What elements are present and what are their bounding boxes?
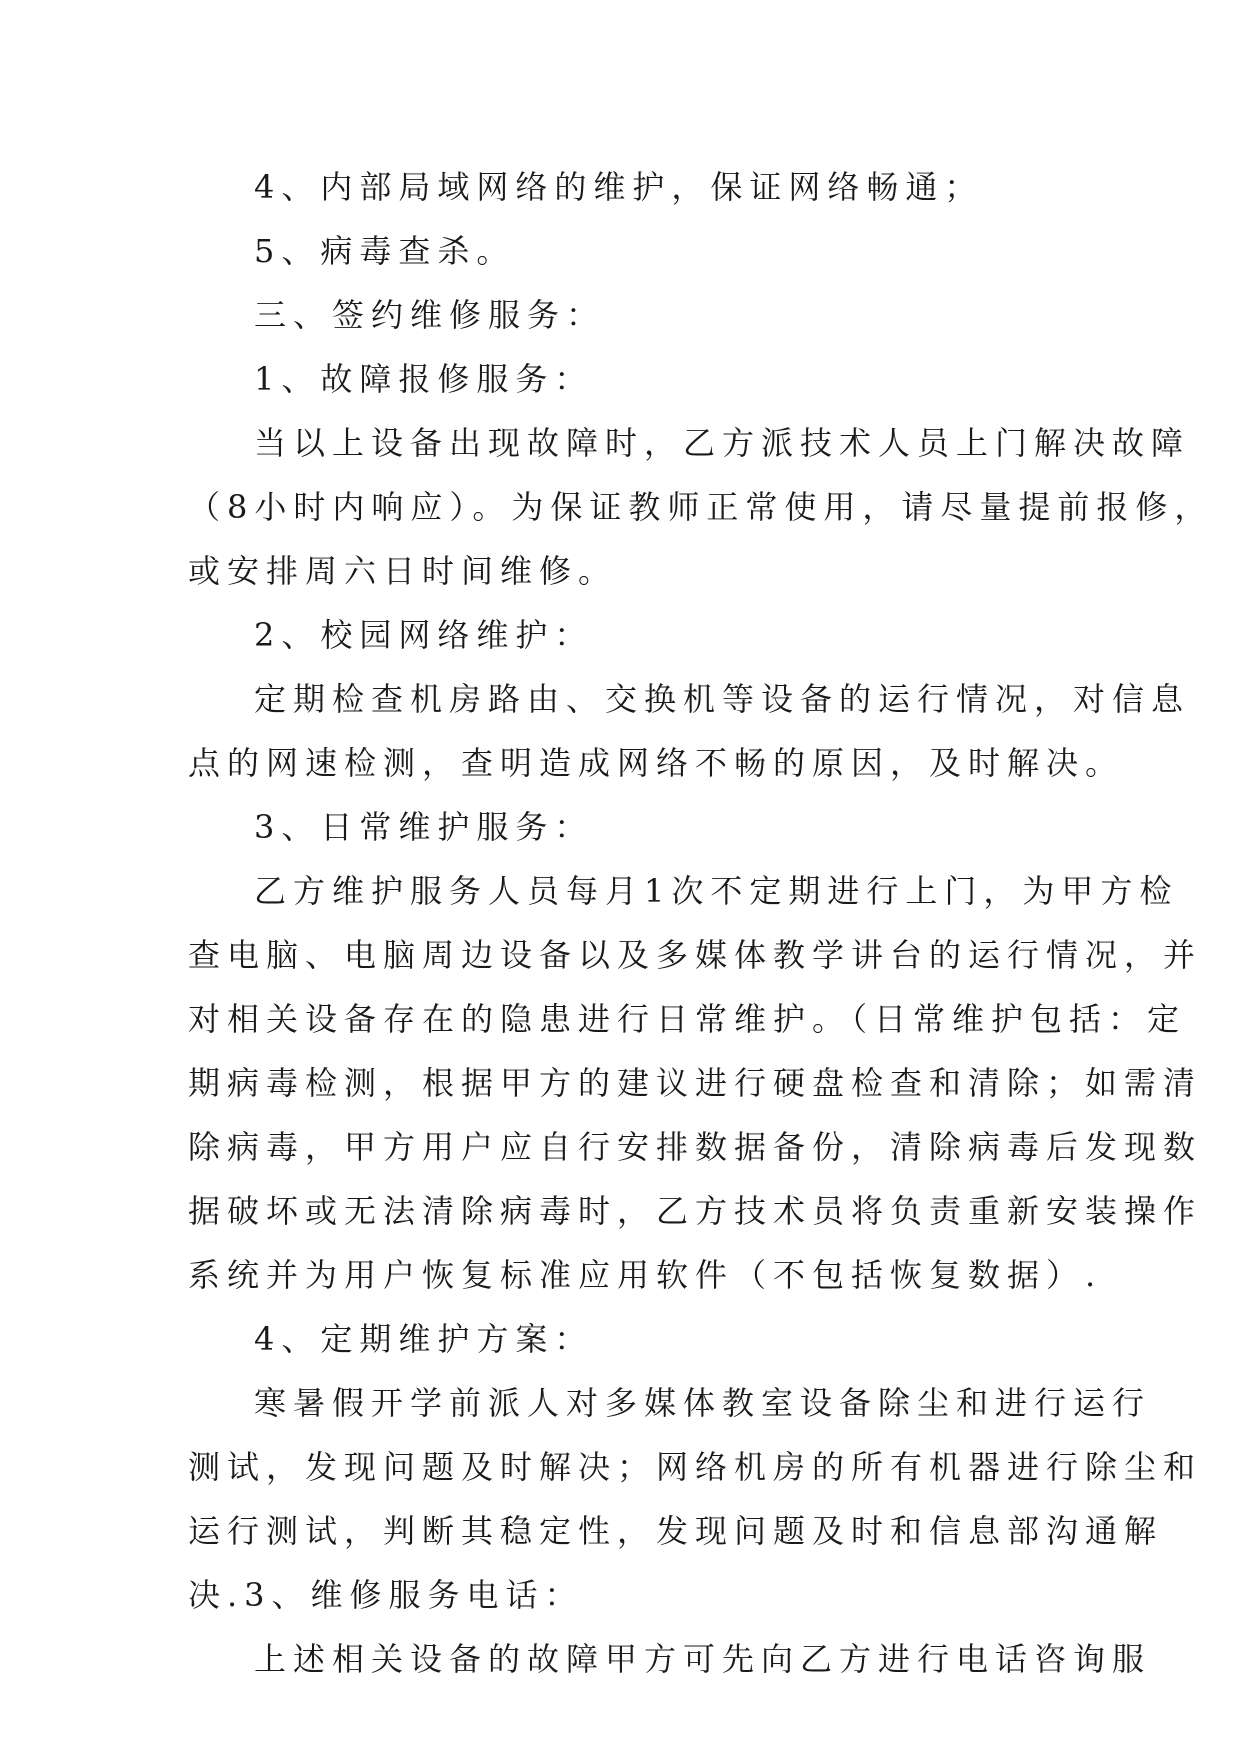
subsection-heading: 3、日常维护服务： (254, 808, 594, 846)
text-line: 期病毒检测，根据甲方的建议进行硬盘检查和清除；如需清 (188, 1064, 1203, 1102)
text-line: 运行测试，判断其稳定性，发现问题及时和信息部沟通解 (188, 1512, 1164, 1550)
section-heading: 三、签约维修服务： (254, 296, 606, 334)
text-line: 对相关设备存在的隐患进行日常维护。（日常维护包括：定 (188, 1000, 1187, 1038)
text-line: 或安排周六日时间维修。 (188, 552, 618, 590)
text-line: 查电脑、电脑周边设备以及多媒体教学讲台的运行情况，并 (188, 936, 1203, 974)
text-line: 系统并为用户恢复标准应用软件（不包括恢复数据）. (188, 1256, 1103, 1294)
text-line: 乙方维护服务人员每月1次不定期进行上门，为甲方检 (254, 872, 1179, 910)
text-line: （8小时内响应）。为保证教师正常使用，请尽量提前报修， (188, 488, 1214, 526)
text-line: 寒暑假开学前派人对多媒体教室设备除尘和进行运行 (254, 1384, 1152, 1422)
text-line: 5、病毒查杀。 (254, 232, 516, 270)
text-line: 据破坏或无法清除病毒时，乙方技术员将负责重新安装操作 (188, 1192, 1203, 1230)
text-line: 定期检查机房路由、交换机等设备的运行情况，对信息 (254, 680, 1191, 718)
text-line: 测试，发现问题及时解决；网络机房的所有机器进行除尘和 (188, 1448, 1203, 1486)
document-body (188, 155, 1214, 1691)
subsection-heading: 4、定期维护方案： (254, 1320, 594, 1358)
text-line: 点的网速检测，查明造成网络不畅的原因，及时解决。 (188, 744, 1125, 782)
subsection-heading: 1、故障报修服务： (254, 360, 594, 398)
text-line: 当以上设备出现故障时，乙方派技术人员上门解决故障 (254, 424, 1191, 462)
text-line: 上述相关设备的故障甲方可先向乙方进行电话咨询服 (254, 1640, 1152, 1678)
subsection-heading: 2、校园网络维护： (254, 616, 594, 654)
text-line: 决.3、维修服务电话： (188, 1576, 584, 1614)
text-line: 4、内部局域网络的维护，保证网络畅通； (254, 168, 984, 206)
text-line: 除病毒，甲方用户应自行安排数据备份，清除病毒后发现数 (188, 1128, 1203, 1166)
